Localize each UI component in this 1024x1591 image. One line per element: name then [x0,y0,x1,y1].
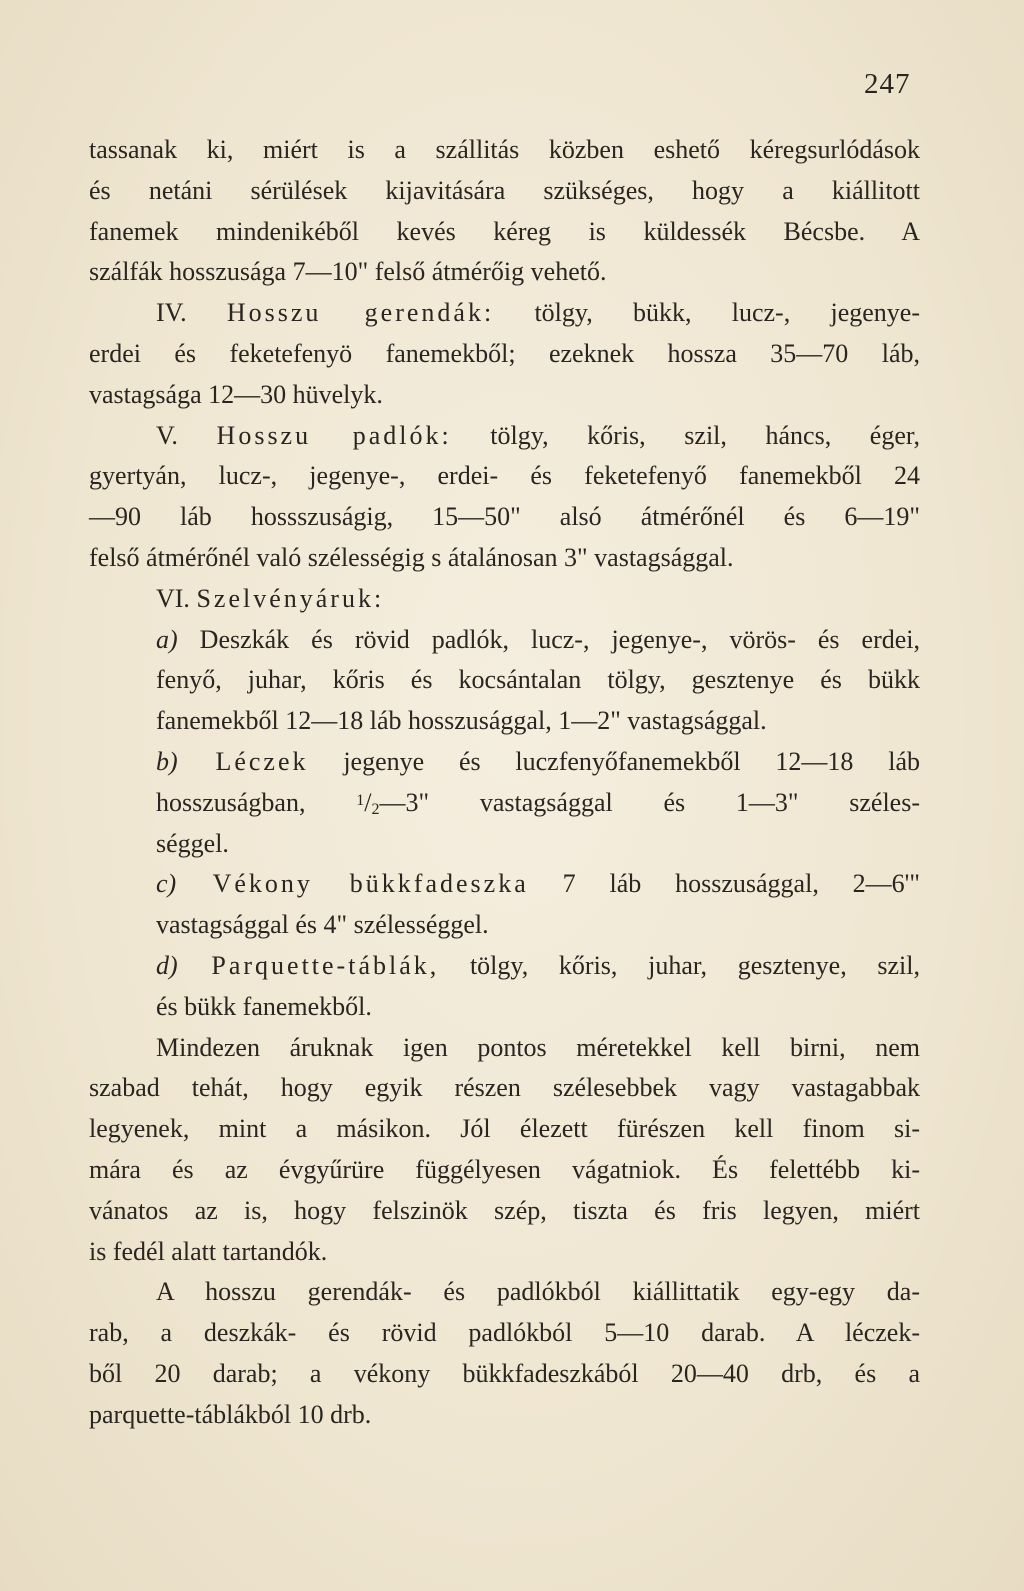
item-letter: a) [156,624,178,654]
text-line: vastagsága 12—30 hüvelyk. [89,379,383,409]
text-line: szabad tehát, hogy egyik részen szélesebbek vagy vastagabbak [89,1073,920,1103]
section-number: VI. [156,583,197,613]
section-v-heading-line [89,416,920,457]
text-line: A hosszu gerendák- és padlókból kiállittatik egy-egy da- [156,1277,920,1307]
item-title: Léczek [177,746,309,776]
body-text [89,130,920,1436]
text-line: rab, a deszkák- és rövid padlókból 5—10 darab. A léczek- [89,1318,920,1348]
text-line: és netáni sérülések kijavitására szükséges, hogy a kiállitott [89,175,920,205]
text-line: is fedél alatt tartandók. [89,1236,328,1266]
text-line: séggel. [156,828,229,858]
item-a-line [89,620,920,661]
section-text: tölgy, kőris, szil, háncs, éger, [451,420,920,450]
text-line: erdei és feketefenyö fanemekből; ezeknek hossza 35—70 láb, [89,338,920,368]
item-d-line [89,946,920,987]
text-line: szálfák hosszusága 7—10" felső átmérőig vehető. [89,257,607,287]
item-b-line [89,742,920,783]
section-number: IV. [156,298,227,328]
text-line: tassanak ki, miért is a szállitás közben eshető kéregsurlódások [89,135,920,164]
text-line: fanemek mindenikéből kevés kéreg is küldessék Bécsbe. A [89,216,920,246]
section-text: tölgy, bükk, lucz-, jegenye- [494,298,920,328]
line-text: hosszuságban, [156,787,357,817]
section-title: Szelvényáruk: [196,583,385,613]
text-line: parquette-táblákból 10 drb. [89,1399,372,1429]
text-line: mára és az évgyűrüre függélyesen vágatniok. És felettébb ki- [89,1154,920,1184]
text-line: és bükk fanemekből. [156,991,372,1021]
section-number: V. [156,420,217,450]
text-line: fenyő, juhar, kőris és kocsántalan tölgy, gesztenye és bükk [156,665,920,695]
text-line: felső átmérőnél való szélességig s átalánosan 3" vastagsággal. [89,542,734,572]
page-number: 247 [864,68,911,100]
item-title: Vékony bükkfadeszka [176,869,529,899]
item-letter: c) [156,869,177,899]
item-text: jegenye és luczfenyőfanemekből 12—18 láb [308,746,920,776]
fraction-denominator: 2 [371,800,380,818]
fraction-slash: / [364,787,372,817]
text-line: vastagsággal és 4" szélességgel. [156,910,489,940]
text-line: —90 láb hossszuságig, 15—50" alsó átmérőnél és 6—19" [89,502,920,532]
text-line: gyertyán, lucz-, jegenye-, erdei- és feketefenyő fanemekből 24 [89,461,920,491]
item-text: Deszkák és rövid padlók, lucz-, jegenye-, vörös- és erdei, [177,624,920,654]
section-title: Hosszu padlók: [216,420,452,450]
section-vi-heading-line [89,579,920,620]
item-c-line [89,864,920,905]
fraction-line [89,783,920,824]
item-title: Parquette-táblák, [177,950,440,980]
text-line: legyenek, mint a másikon. Jól élezett fürészen kell finom si- [89,1114,920,1144]
section-title: Hosszu gerendák: [226,298,495,328]
text-line: Mindezen áruknak igen pontos méretekkel kell birni, nem [156,1032,920,1062]
item-letter: b) [156,746,178,776]
text-line: vánatos az is, hogy felszinök szép, tiszta és fris legyen, miért [89,1195,920,1225]
item-text: 7 láb hosszusággal, 2—6'" [528,869,920,899]
item-letter: d) [156,950,178,980]
line-text: —3" vastagsággal és 1—3" széles- [379,787,921,817]
text-line: fanemekből 12—18 láb hosszusággal, 1—2" vastagsággal. [156,706,767,736]
text-line: ből 20 darab; a vékony bükkfadeszkából 20—40 drb, és a [89,1358,920,1388]
fraction-numerator: 1 [356,791,365,809]
item-text: tölgy, kőris, juhar, gesztenye, szil, [439,950,920,980]
section-iv-heading-line [89,293,920,334]
